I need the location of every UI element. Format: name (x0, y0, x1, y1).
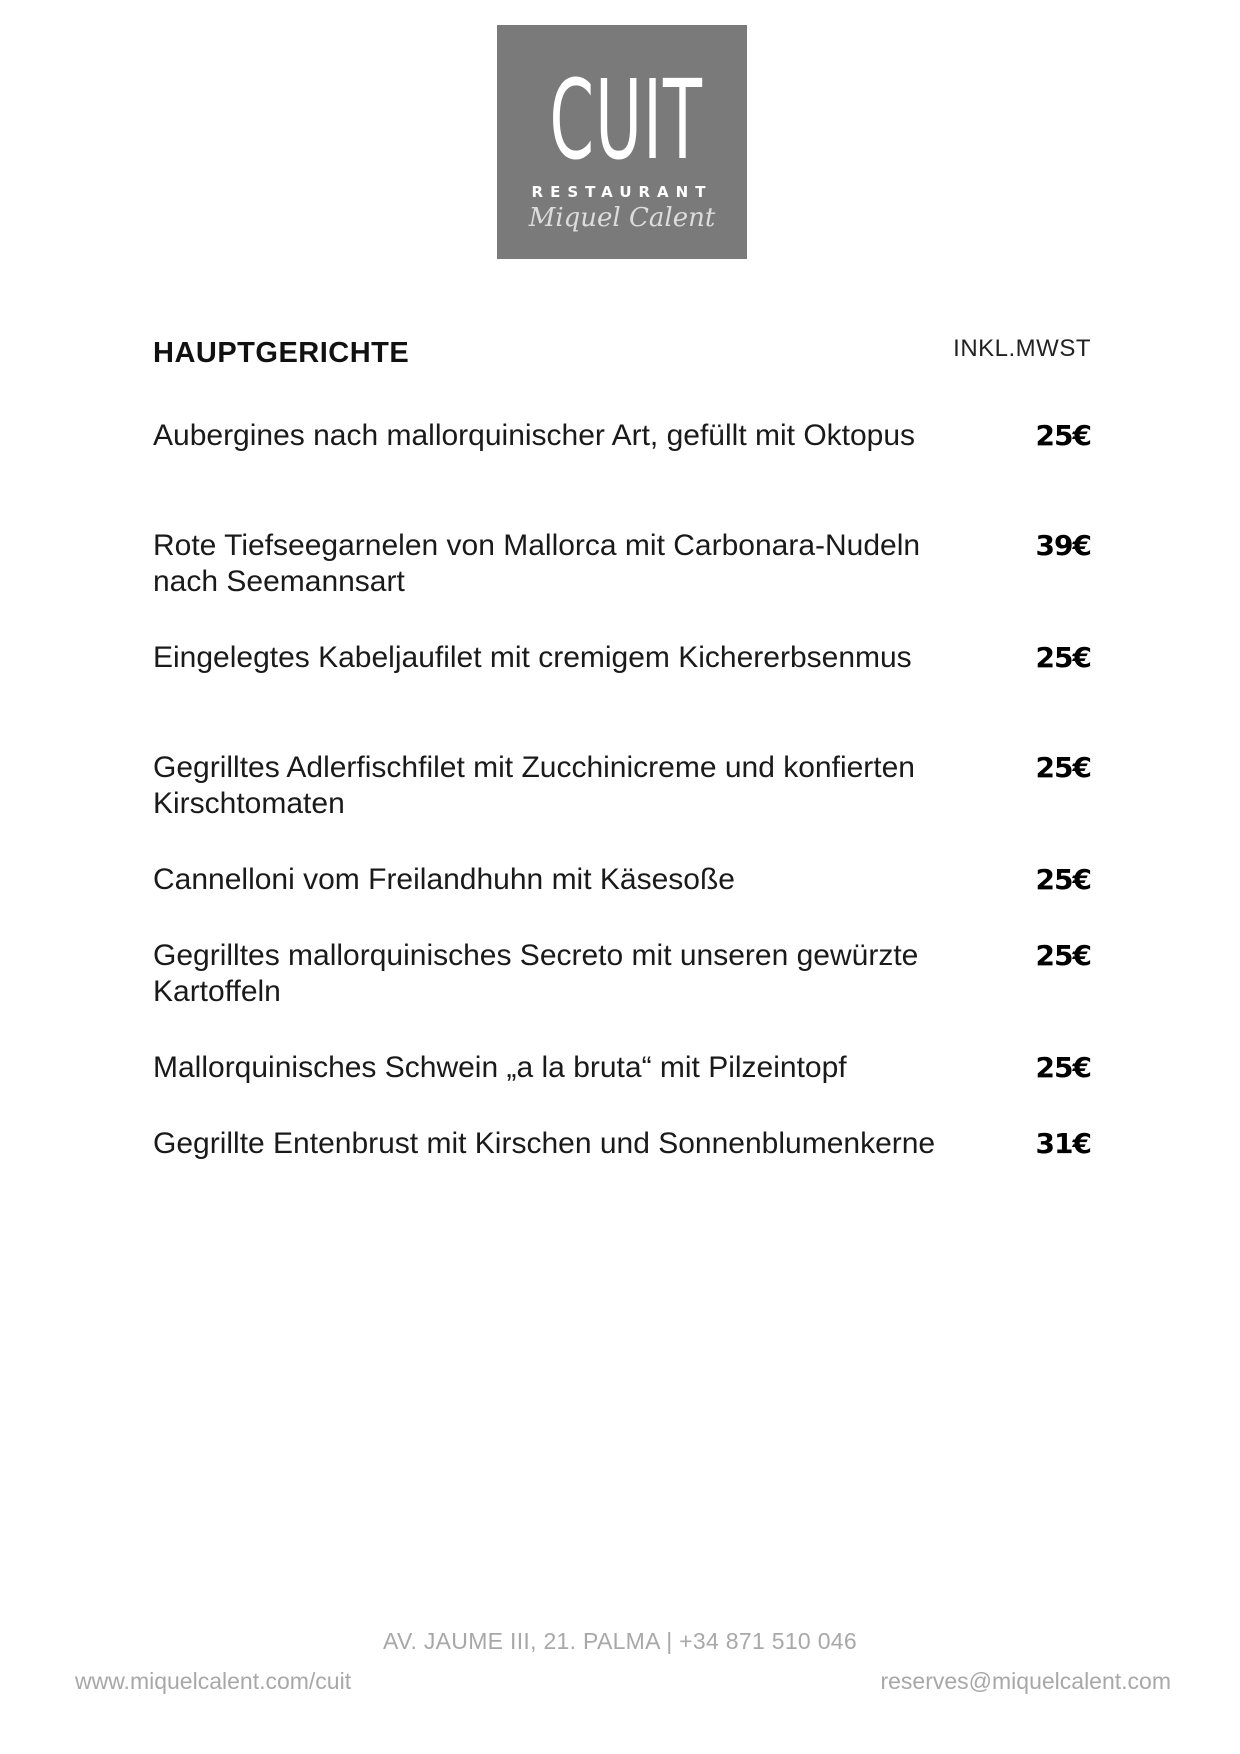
logo-signature: Miquel Calent (528, 203, 716, 233)
menu-item (153, 1050, 1091, 1086)
menu-item-name: Eingelegtes Kabeljaufilet mit cremigem Kichererbsenmus (153, 641, 912, 674)
menu-item-price: 25€ (1035, 419, 1091, 452)
footer-email-link[interactable]: reserves@miquelcalent.com (880, 1668, 1171, 1694)
logo-name: CUIT (549, 56, 704, 184)
menu-item-price: 25€ (1035, 939, 1091, 972)
menu-list (153, 418, 1091, 1236)
footer-address: AV. JAUME III, 21. PALMA | +34 871 510 046 (383, 1628, 857, 1654)
section-title: HAUPTGERICHTE (153, 337, 410, 369)
menu-item (153, 862, 1091, 898)
menu-item (153, 750, 1091, 822)
menu-item-price: 31€ (1035, 1127, 1091, 1160)
footer-website-link[interactable]: www.miquelcalent.com/cuit (75, 1668, 352, 1694)
menu-item-name: Gegrillte Entenbrust mit Kirschen und Sonnenblumenkerne (153, 1127, 936, 1160)
tax-note: INKL.MWST (953, 335, 1091, 362)
menu-item (153, 640, 1091, 710)
menu-item (153, 418, 1091, 488)
menu-item (153, 1126, 1091, 1196)
menu-item-price: 25€ (1035, 863, 1091, 896)
menu-item-name: Mallorquinisches Schwein „a la bruta“ mit Pilzeintopf (153, 1051, 847, 1084)
menu-item-name: Gegrilltes mallorquinisches Secreto mit unseren gewürzte Kartoffeln (153, 939, 919, 1008)
section-header (153, 337, 1091, 377)
restaurant-logo (497, 25, 747, 259)
menu-item-price: 25€ (1035, 641, 1091, 674)
menu-item-name: Cannelloni vom Freilandhuhn mit Käsesoße (153, 863, 735, 896)
menu-item (153, 528, 1091, 600)
menu-item-price: 25€ (1035, 751, 1091, 784)
menu-item-name: Aubergines nach mallorquinischer Art, gefüllt mit Oktopus (153, 419, 916, 452)
menu-item-name: Rote Tiefseegarnelen von Mallorca mit Carbonara-Nudeln nach Seemannsart (153, 529, 921, 598)
menu-item-price: 39€ (1035, 529, 1091, 562)
menu-item-price: 25€ (1035, 1051, 1091, 1084)
menu-item (153, 938, 1091, 1010)
menu-item-name: Gegrilltes Adlerfischfilet mit Zucchinicreme und konfierten Kirschtomaten (153, 751, 915, 820)
logo-subtitle: RESTAURANT (531, 183, 713, 201)
